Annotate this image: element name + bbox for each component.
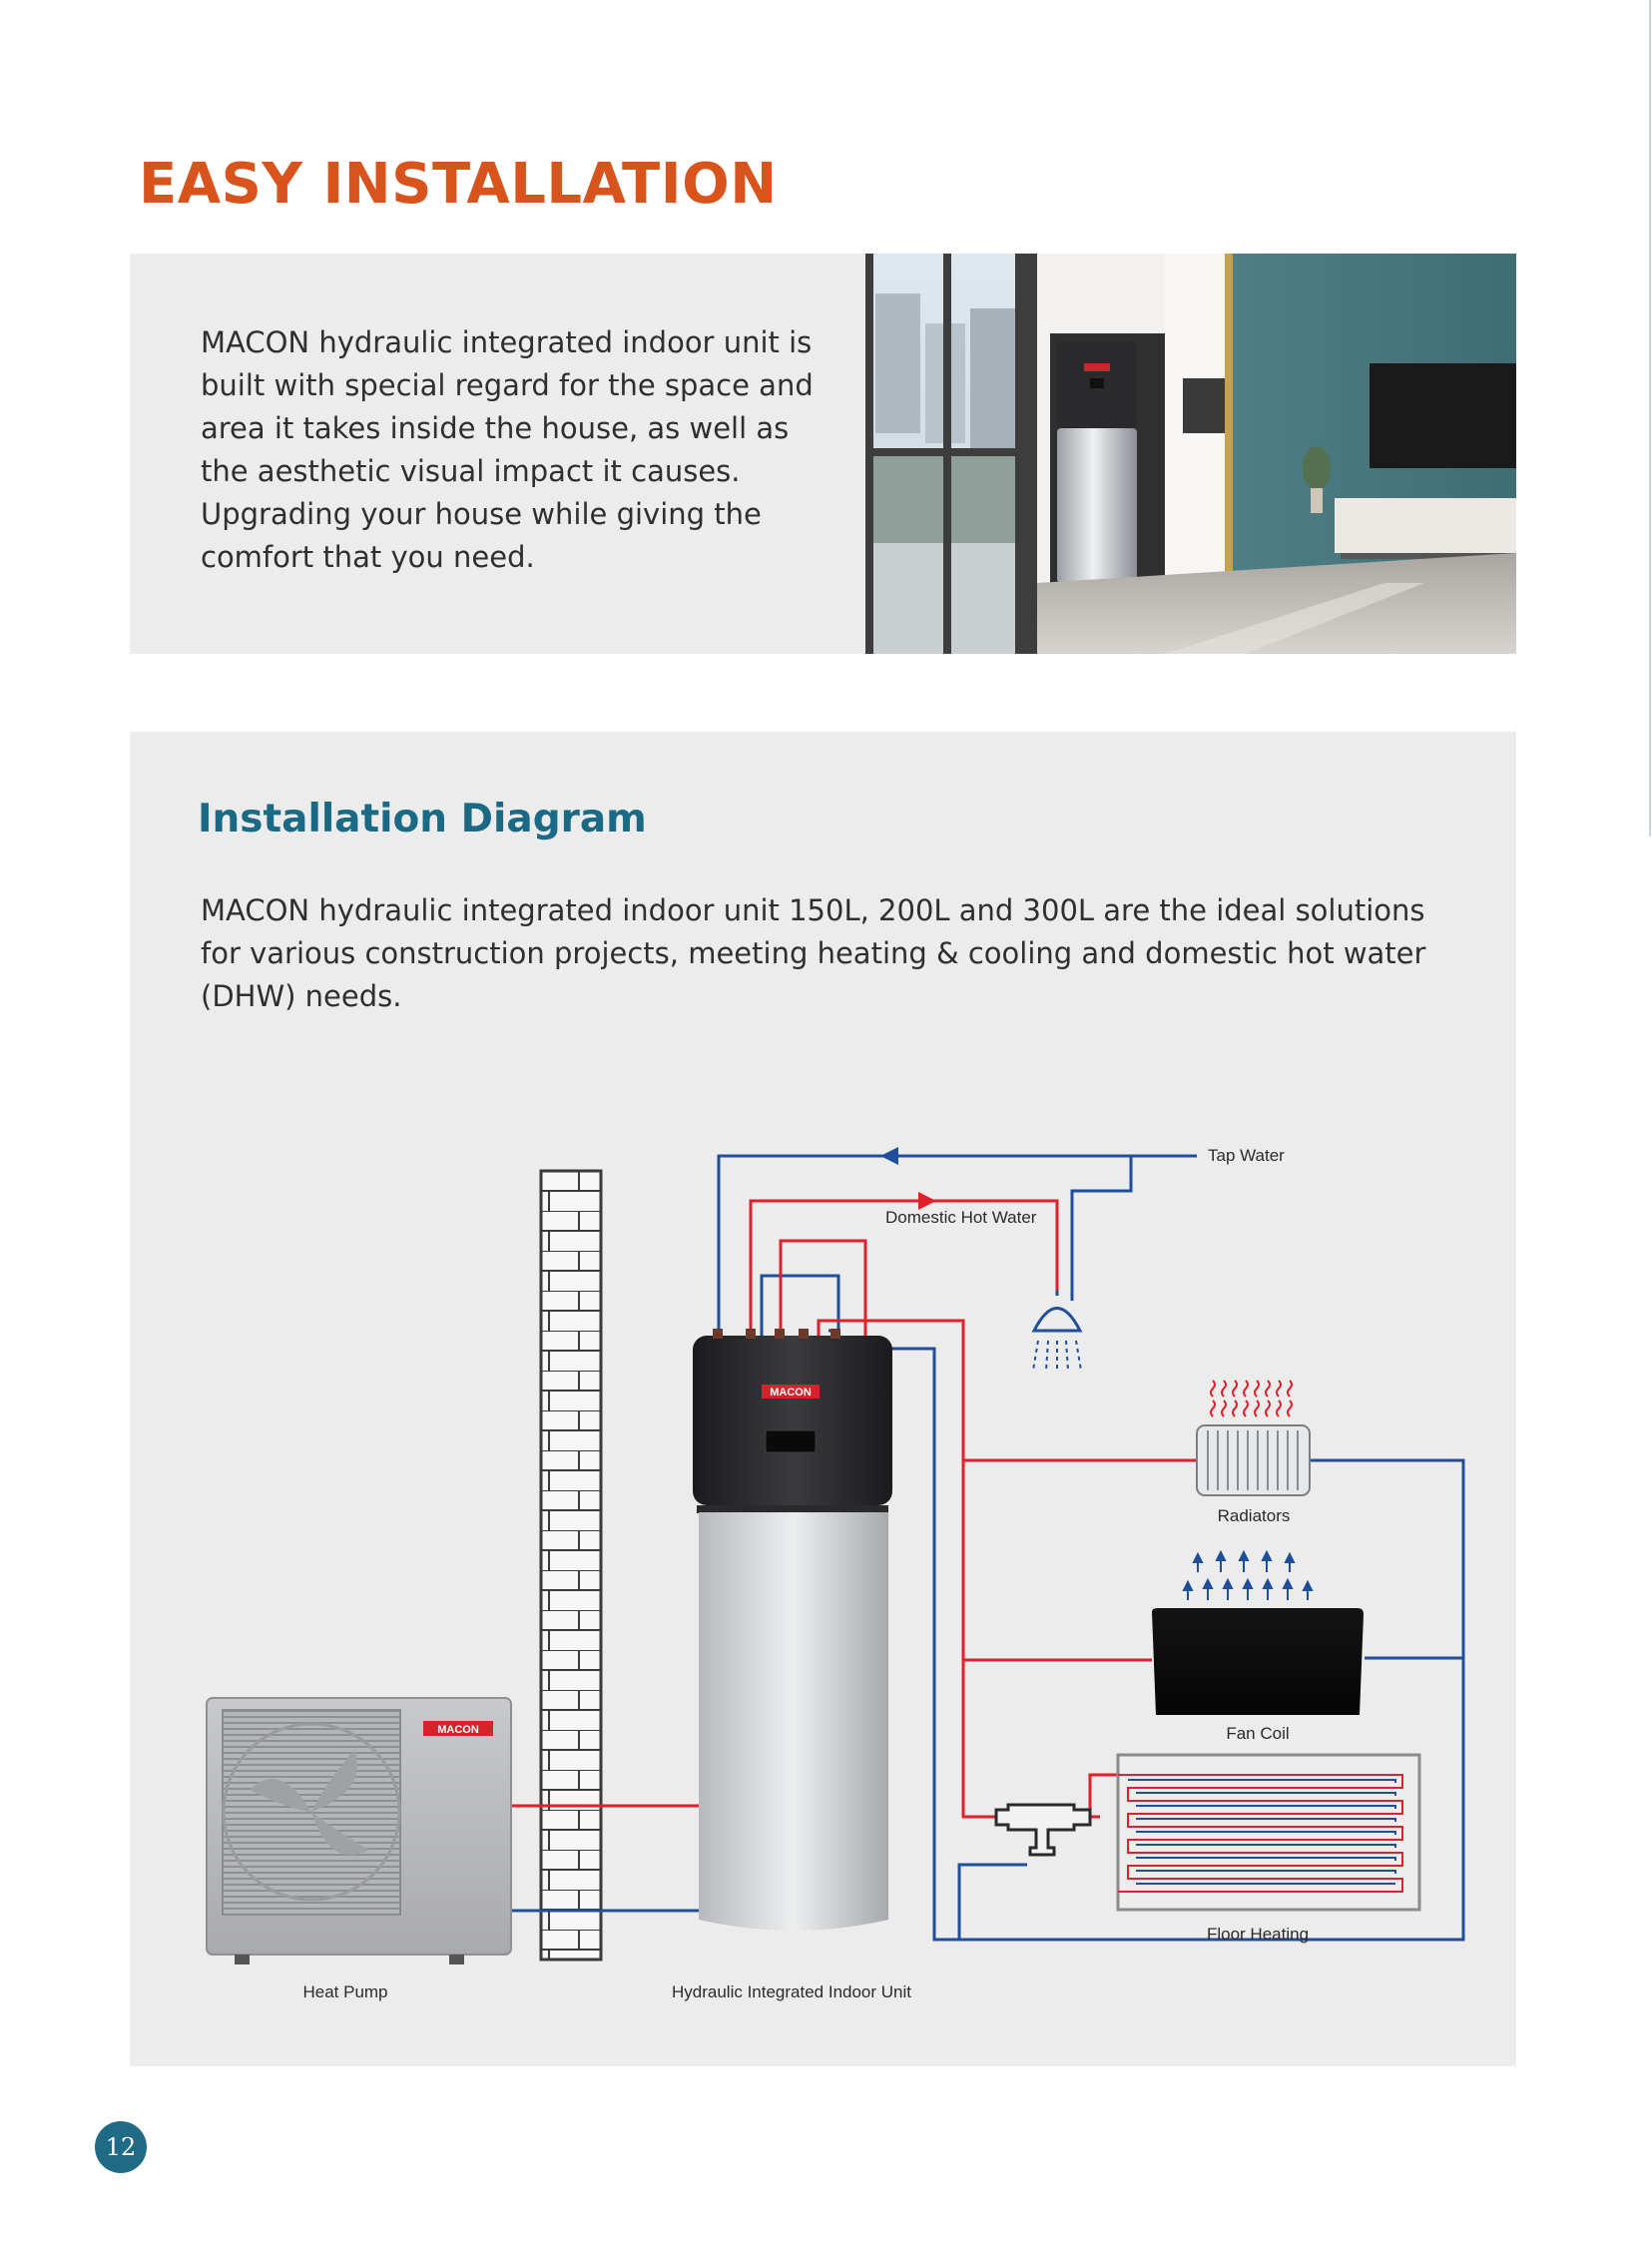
radiators-label: Radiators	[1217, 1506, 1291, 1525]
brick-wall	[541, 1171, 601, 1960]
fan-coil	[1152, 1552, 1364, 1715]
indoor-unit-label: Hydraulic Integrated Indoor Unit	[671, 1982, 912, 2001]
installation-diagram	[130, 732, 1516, 2066]
indoor-unit-logo: MACON	[770, 1387, 812, 1399]
floor-heating-label: Floor Heating	[1206, 1925, 1310, 1944]
shower-icon	[1033, 1291, 1081, 1371]
tap-water-label: Tap Water	[1208, 1146, 1285, 1165]
heat-pump-label: Heat Pump	[302, 1982, 388, 2001]
section-text: MACON hydraulic integrated indoor unit 150L, 200L and 300L are the ideal solutions for various construction projects, meeting heating & cooling and domestic hot water (DHW) needs.	[201, 893, 1426, 1013]
diagram-panel	[130, 732, 1516, 2066]
page-edge-rule	[1649, 0, 1651, 837]
room-photo	[865, 254, 1516, 654]
page-title: EASY INSTALLATION	[139, 152, 778, 217]
section-title: Installation Diagram	[198, 797, 647, 841]
radiator	[1197, 1381, 1310, 1495]
heat-pump-logo: MACON	[437, 1724, 479, 1736]
fan-coil-label: Fan Coil	[1226, 1724, 1290, 1743]
tee-fitting	[996, 1805, 1090, 1855]
heat-pump	[207, 1698, 511, 1964]
floor-heating	[1118, 1755, 1419, 1910]
intro-panel	[130, 254, 1516, 654]
indoor-unit	[693, 1329, 892, 1931]
domestic-hot-water-label: Domestic Hot Water	[885, 1208, 1037, 1227]
intro-text: MACON hydraulic integrated indoor unit is built with special regard for the space and area it takes inside the house, as well as the aesthetic visual impact it causes. Upgrading your house while giving the comfort that you need.	[201, 325, 814, 574]
page-number: 12	[95, 2121, 147, 2173]
tap-water-arrow	[880, 1147, 898, 1165]
